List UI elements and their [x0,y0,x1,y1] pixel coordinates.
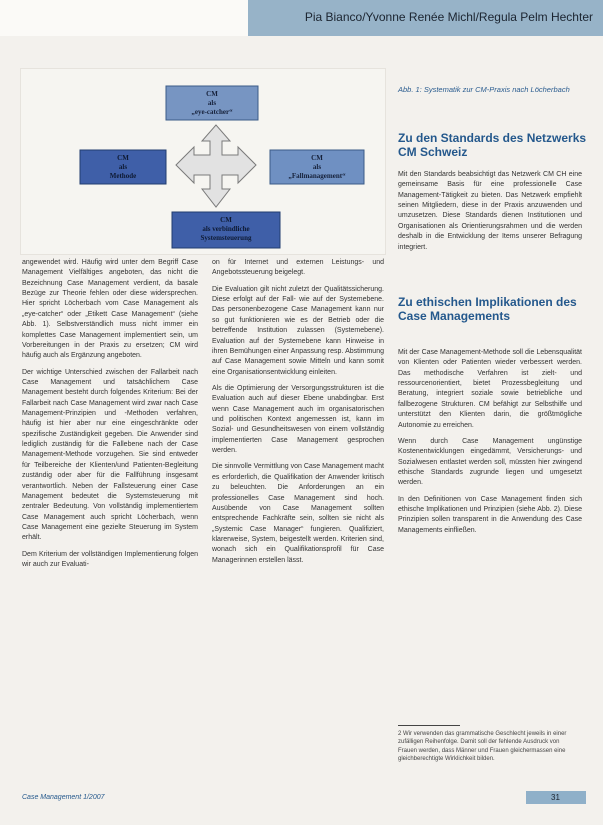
column-2 [212,258,384,572]
heading-standards: Zu den Standards des Netzwerks CM Schweiz [398,131,587,159]
diagram-label-right-line1: CM [311,154,323,162]
column-3-standards [398,170,582,259]
footnote-divider [398,725,460,726]
header-band [0,0,603,36]
diagram-label-bottom-line1: CM [220,216,232,224]
diagram-label-right-line3: „Fallmanagement“ [288,172,346,181]
diagram-label-left-line2: als [118,163,128,172]
footnote: 2 Wir verwenden das grammatische Geschlecht jeweils in einer zufälligen Reihenfolge. Damit soll der fehlende Ausdruck von Frauen werden, dass Männer und Frauen gleichermassen eine gleichberechtigte Wirklichkeit bilden. [398,731,567,763]
paragraph: angewendet wird. Häufig wird unter dem Begriff Case Management Vielfältiges angeboten, das nicht die Bezeichnung Case Management verdient, da basale Bezüge zur Theorie fehlen oder diese widersprechen. Hier spricht Löcherbach vom Case Management als „eye-catcher“ oder „Etikett Case Management“ (siehe Abb. 1). Selbstverständlich muss nicht immer ein komplettes Case Management implementiert sein, um Vorbereitungen in der Praxis zu ersetzen; CM wird häufig auch als Ergänzung angeboten. [22,259,198,360]
paragraph: on für Internet und externen Leistungs- und Angebotssteuerung beigelegt. [212,259,384,277]
paragraph: Wenn durch Case Management ungünstige Kostenentwicklungen eingedämmt, Versicherungs- und Sozialwesen entlastet werden soll, müssten hier zwingend ethische Standards zugrunde liegen und umgesetzt werden. [398,437,582,487]
paragraph: In den Definitionen von Case Management finden sich ethische Implikationen und Prinzipien (siehe Abb. 2). Diese Prinzipien sollen transparent in die Anwendung des Case Managements einfließen. [398,495,582,534]
diagram-label-right [270,154,364,181]
paragraph: Mit der Case Management-Methode soll die Lebensqualität von Klienten oder Patienten wieder verbessert werden. Das methodische Verfahren ist zielt- und ressourcenorientiert, bietet Prozessbegleitung und Beratung, integriert soziale sowie betriebliche und fallbezogene Strukturen. CM befähigt zur Selbsthilfe und unterstützt den Klienten darin, die größtmögliche Autonomie zu erreichen. [398,349,582,429]
diagram-label-top-line1: CM [206,90,218,98]
diagram-label-top [166,90,258,117]
figure-caption: Abb. 1: Systematik zur CM-Praxis nach Löcherbach [398,85,570,94]
diagram-label-bottom-line3: Systemsteuerung [200,234,252,243]
diagram-label-right-line2: als [312,163,322,172]
four-way-arrow-icon [176,125,256,207]
paragraph: Als die Optimierung der Versorgungsstrukturen ist die Evaluation auch auf dieser Ebene unabdingbar. Erst wenn Case Management auch im organisatorischen und politischen Kontext angemessen ist, kann im Sozial- und Gesundheitswesen von einem vollständig implementierten Case Management gesprochen werden. [212,384,384,455]
header-authors: Pia Bianco/Yvonne Renée Michl/Regula Pelm Hechter [304,10,593,24]
column-3-ethics [398,348,582,542]
diagram-label-left-line3: Methode [109,172,137,181]
paragraph: Dem Kriterium der vollständigen Implementierung folgen wir auch zur Evaluati- [22,550,198,569]
heading-ethics: Zu ethischen Implikationen des Case Managements [398,295,577,323]
paragraph: Der wichtige Unterschied zwischen der Fallarbeit nach Case Management und tatsächlichem Case Management besteht durch folgendes Kriterium: Bei der Fallarbeit nach Case Management wird zwar nach Case Management-Prinzipien und -Methoden verfahren, häufig ist hier aber nur eine eingeschränkte oder spezifische Zuständigkeit gegeben. Die Anwender sind lediglich zuständig für die Fallebene nach der Case Management-Methode vorzugehen. Sie sind entweder für Teilbereiche der Klienten/und Patienten-Begleitung zuständig oder aber für die Fallführung insgesamt verantwortlich. Neben der Fallsteuerung einer Case Management bedeutet die Systemsteuerung mit zentraler Bedeutung. Von vollständig implementiertem Case Management auch spricht Löcherbach, wenn Case Management eine gezielte Steuerung im System erhält. [22,368,198,542]
diagram-label-bottom-line2: als verbindliche [202,225,250,234]
header-band-left [0,0,248,36]
diagram-label-left-line1: CM [117,154,129,162]
diagram-label-left [80,154,166,181]
diagram-label-top-line2: als [207,99,217,108]
column-1 [22,258,198,576]
page-number: 31 [551,793,560,802]
diagram-label-top-line3: „eye-catcher“ [191,108,233,117]
paragraph: Die sinnvolle Vermittlung von Case Management macht es erforderlich, die Qualifikation der Anwender kritisch zu beleuchten. Die Anforderungen an ein professionelles Case Management sind hoch. Ausübende von Case Management sollten entsprechende Fachkräfte sein, sollten sie nicht als „Systemic Case Manager“ fungieren. Qualifiziert, klarerweise, System, beigestellt werden. Kriterien sind, wonach sich ein Qualifikationsprofil für Case Managerinnen erstellen lässt. [212,463,384,564]
paragraph: Mit den Standards beabsichtigt das Netzwerk CM CH eine gemeinsame Basis für eine professionelle Case Management-Tätigkeit zu bieten. Das Netzwerk empfiehlt seinen Mitgliedern, diese in der Praxis anzuwenden und umzusetzen. Diese Standards dienen Institutionen und Organisationen als Orientierungsrahmen und die werden deshalb in die Entwicklung der Items unserer Befragung integriert. [398,171,582,251]
diagram-label-bottom [172,216,280,243]
footer-journal: Case Management 1/2007 [22,794,105,801]
paragraph: Die Evaluation gilt nicht zuletzt der Qualitätssicherung. Diese erfolgt auf der Fall- wie auf der Systemebene. Das personenbezogene Case Management kann nur so gut funktionieren wie es der Betrieb oder die betreffende Institution zulassen (Systemebene). Evaluation auf der Systemebene kann Hinweise in ihren Bemühungen einer Anpassung resp. Abstimmung auf Case Management sowie Mitteln und kann somit eine Organisationsentwicklung einleiten. [212,285,384,376]
